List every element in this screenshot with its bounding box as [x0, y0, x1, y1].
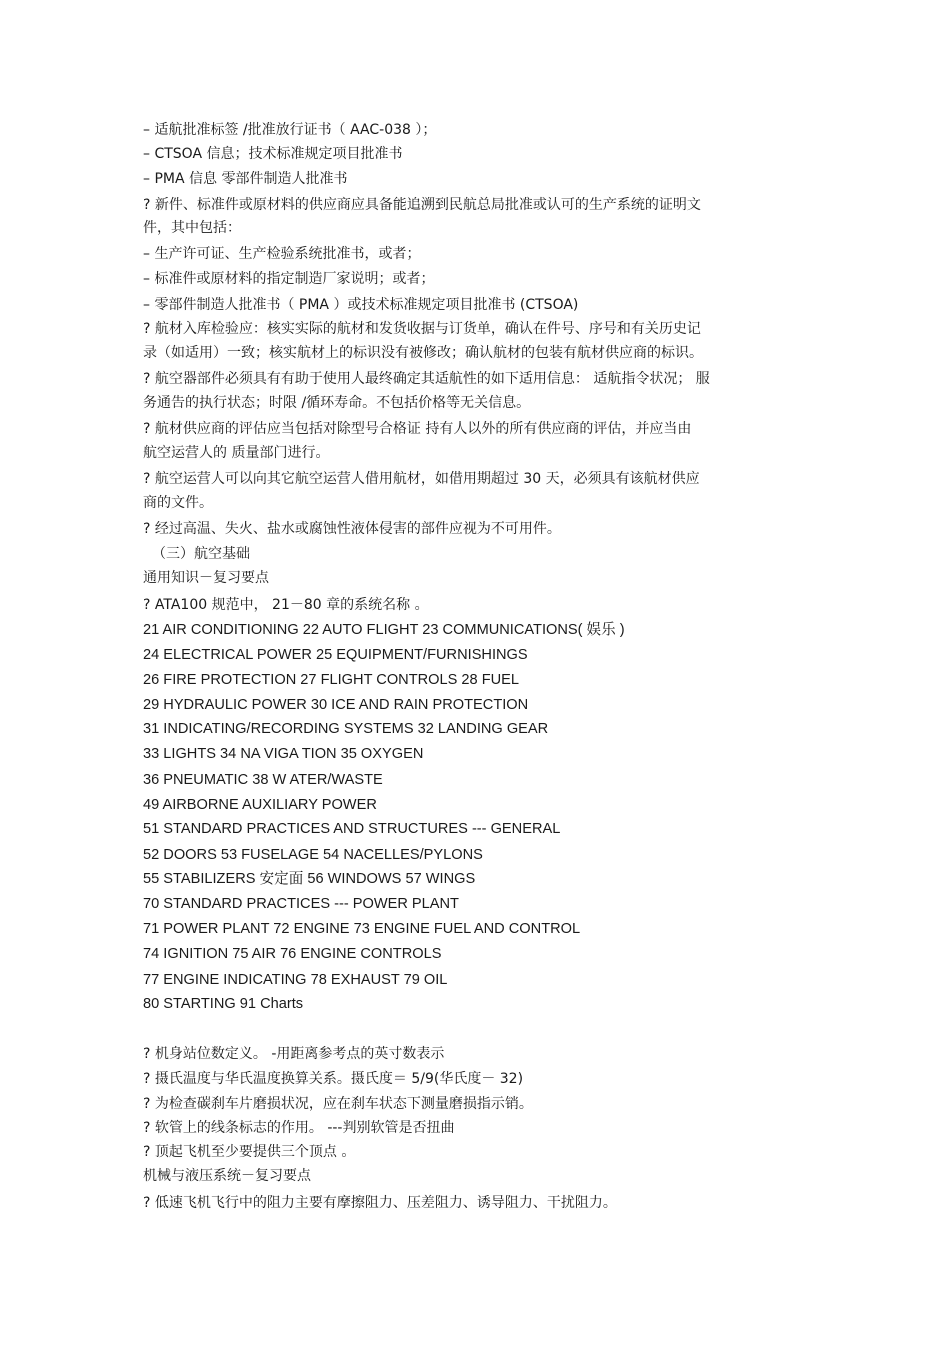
text-line: ? 机身站位数定义。 -用距离参考点的英寸数表示 [143, 1046, 445, 1062]
text-line: ? 顶起飞机至少要提供三个顶点 。 [143, 1144, 356, 1160]
text-line: – 适航批准标签 /批准放行证书（ AAC-038 ）； [143, 122, 437, 138]
ata-chapter-line: 33 LIGHTS 34 NA VIGA TION 35 OXYGEN [143, 746, 424, 762]
text-line: – CTSOA 信息；技术标准规定项目批准书 [143, 146, 403, 162]
text-line: – 生产许可证、生产检验系统批准书，或者； [143, 246, 421, 262]
text-line: ? 低速飞机飞行中的阻力主要有摩擦阻力、压差阻力、诱导阻力、干扰阻力。 [143, 1195, 617, 1211]
text-line: 件，其中包括： [143, 220, 241, 236]
text-line: 务通告的执行状态；时限 /循环寿命。不包括价格等无关信息。 [143, 395, 531, 411]
ata-chapter-line: 21 AIR CONDITIONING 22 AUTO FLIGHT 23 COMMUNICATIONS( 娱乐 ) [143, 622, 625, 638]
ata-chapter-line: 52 DOORS 53 FUSELAGE 54 NACELLES/PYLONS [143, 847, 483, 863]
text-line: ? 航空运营人可以向其它航空运营人借用航材，如借用期超过 30 天，必须具有该航材供应 [143, 471, 700, 487]
text-line: – 标准件或原材料的指定制造厂家说明；或者； [143, 271, 435, 287]
ata-chapter-line: 26 FIRE PROTECTION 27 FLIGHT CONTROLS 28 FUEL [143, 672, 520, 688]
section-heading: （三）航空基础 [152, 546, 250, 562]
section-subheading: 通用知识－复习要点 [143, 570, 269, 586]
ata-chapter-line: 51 STANDARD PRACTICES AND STRUCTURES --- GENERAL [143, 821, 561, 837]
ata-chapter-line: 36 PNEUMATIC 38 W ATER/WASTE [143, 772, 383, 788]
text-line: 录（如适用）一致；核实航材上的标识没有被修改；确认航材的包装有航材供应商的标识。 [143, 345, 703, 361]
ata-chapter-line: 49 AIRBORNE AUXILIARY POWER [143, 797, 377, 813]
ata-chapter-line: 24 ELECTRICAL POWER 25 EQUIPMENT/FURNISHINGS [143, 647, 528, 663]
ata-chapter-line: 55 STABILIZERS 安定面 56 WINDOWS 57 WINGS [143, 871, 476, 887]
text-line: ? 摄氏温度与华氏温度换算关系。摄氏度＝ 5/9(华氏度－ 32) [143, 1071, 524, 1087]
text-line: – 零部件制造人批准书（ PMA ）或技术标准规定项目批准书 (CTSOA) [143, 297, 579, 313]
section-subheading: 机械与液压系统－复习要点 [143, 1168, 311, 1184]
text-line: ? 航空器部件必须具有有助于使用人最终确定其适航性的如下适用信息： 适航指令状况； 服 [143, 371, 710, 387]
ata-chapter-line: 74 IGNITION 75 AIR 76 ENGINE CONTROLS [143, 946, 442, 962]
text-line: ? 航材入库检验应：核实实际的航材和发货收据与订货单，确认在件号、序号和有关历史记 [143, 321, 701, 337]
ata-chapter-line: 29 HYDRAULIC POWER 30 ICE AND RAIN PROTECTION [143, 697, 529, 713]
ata-chapter-line: 80 STARTING 91 Charts [143, 996, 304, 1012]
text-line: 商的文件。 [143, 495, 213, 511]
text-line: – PMA 信息 零部件制造人批准书 [143, 171, 348, 187]
text-line: 航空运营人的 质量部门进行。 [143, 445, 330, 461]
text-line: ? 软管上的线条标志的作用。 ---判别软管是否扭曲 [143, 1120, 455, 1136]
ata-chapter-line: 77 ENGINE INDICATING 78 EXHAUST 79 OIL [143, 972, 448, 988]
text-line: ? 经过高温、失火、盐水或腐蚀性液体侵害的部件应视为不可用件。 [143, 521, 561, 537]
text-line: ? ATA100 规范中， 21－80 章的系统名称 。 [143, 597, 429, 613]
ata-chapter-line: 70 STANDARD PRACTICES --- POWER PLANT [143, 896, 459, 912]
text-line: ? 航材供应商的评估应当包括对除型号合格证 持有人以外的所有供应商的评估，并应当由 [143, 421, 692, 437]
ata-chapter-line: 31 INDICATING/RECORDING SYSTEMS 32 LANDING GEAR [143, 721, 549, 737]
text-line: ? 新件、标准件或原材料的供应商应具备能追溯到民航总局批准或认可的生产系统的证明文 [143, 197, 701, 213]
ata-chapter-line: 71 POWER PLANT 72 ENGINE 73 ENGINE FUEL AND CONTROL [143, 921, 581, 937]
text-line: ? 为检查碳刹车片磨损状况，应在刹车状态下测量磨损指示销。 [143, 1096, 533, 1112]
